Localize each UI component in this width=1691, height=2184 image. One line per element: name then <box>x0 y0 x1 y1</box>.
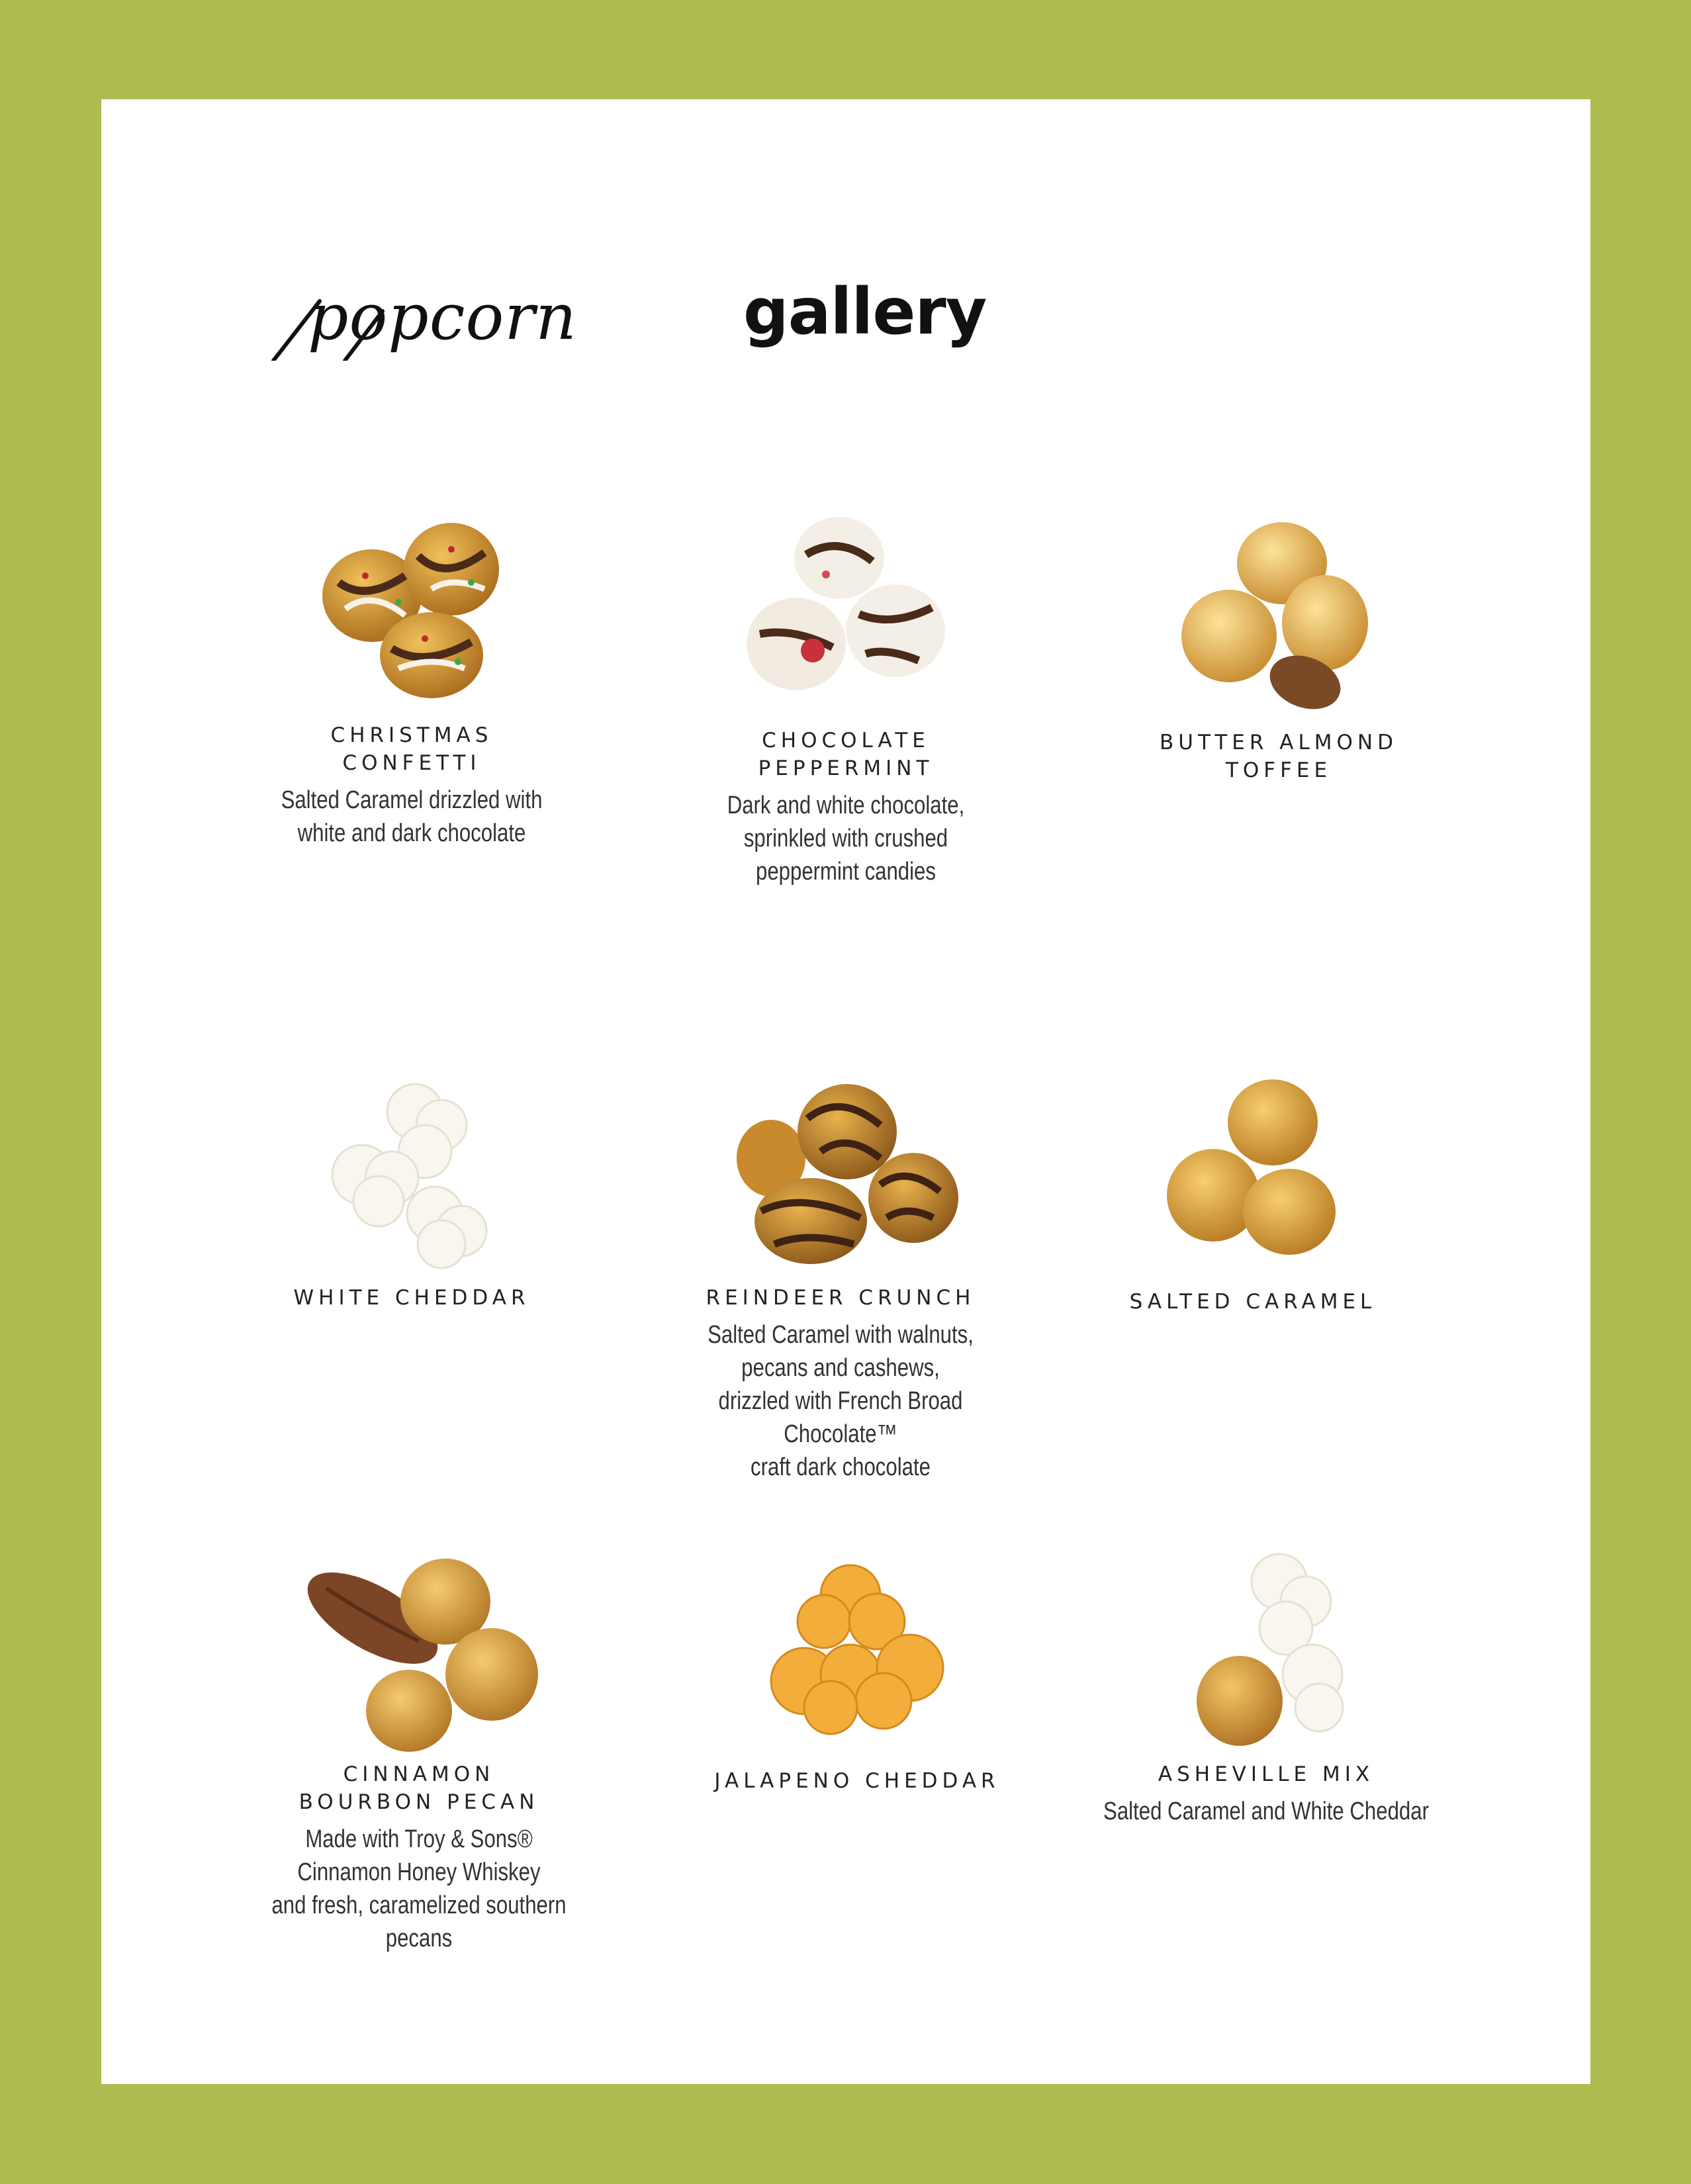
item-name: SALTED CARAMEL <box>1129 1290 1377 1314</box>
title-script: popcorn <box>308 280 577 354</box>
chocolate-peppermint-image <box>733 502 958 727</box>
gallery-item-white-cheddar <box>200 1059 623 1318</box>
jalapeno-cheddar-image <box>745 1542 970 1767</box>
item-name: ASHEVILLE MIX <box>1158 1762 1375 1786</box>
item-name: JALAPENO CHEDDAR <box>714 1769 1000 1793</box>
title-bold: gallery <box>743 275 987 349</box>
white-cheddar-image <box>299 1059 524 1284</box>
cinnamon-bourbon-pecan-image <box>293 1535 545 1760</box>
item-description: Salted Caramel drizzled with white and dark chocolate <box>281 786 543 847</box>
page-card <box>101 99 1590 2084</box>
page-title <box>267 248 987 361</box>
item-name: BUTTER ALMOND TOFFEE <box>1160 731 1398 782</box>
gallery-item-salted-caramel <box>1041 1063 1465 1322</box>
gallery-item-cinnamon-bourbon-pecan <box>207 1535 631 1955</box>
gallery-item-chocolate-peppermint <box>634 502 1058 888</box>
gallery-item-jalapeno-cheddar <box>645 1542 1069 1801</box>
salted-caramel-image <box>1140 1063 1365 1288</box>
butter-almond-toffee-image <box>1166 504 1391 729</box>
christmas-confetti-image <box>299 496 524 721</box>
item-name: REINDEER CRUNCH <box>706 1286 976 1310</box>
item-name: CHOCOLATE PEPPERMINT <box>758 729 934 780</box>
item-name: WHITE CHEDDAR <box>293 1286 530 1310</box>
item-name: CINNAMON BOURBON PECAN <box>298 1762 539 1814</box>
reindeer-crunch-image <box>715 1059 966 1284</box>
item-description: Salted Caramel with walnuts, pecans and cashews, drizzled with French Broad Chocolate™ craft dark chocolate <box>708 1321 974 1481</box>
gallery-item-butter-almond-toffee <box>1067 504 1490 791</box>
gallery-item-asheville-mix <box>1054 1535 1478 1828</box>
asheville-mix-image <box>1154 1535 1379 1760</box>
item-description: Dark and white chocolate, sprinkled with crushed peppermint candies <box>727 792 965 886</box>
item-name: CHRISTMAS CONFETTI <box>330 723 493 775</box>
item-description: Salted Caramel and White Cheddar <box>1103 1797 1429 1825</box>
item-description: Made with Troy & Sons® Cinnamon Honey Whiskey and fresh, caramelized southern pecans <box>271 1825 567 1952</box>
gallery-item-christmas-confetti <box>200 496 623 850</box>
gallery-item-reindeer-crunch <box>629 1059 1052 1484</box>
